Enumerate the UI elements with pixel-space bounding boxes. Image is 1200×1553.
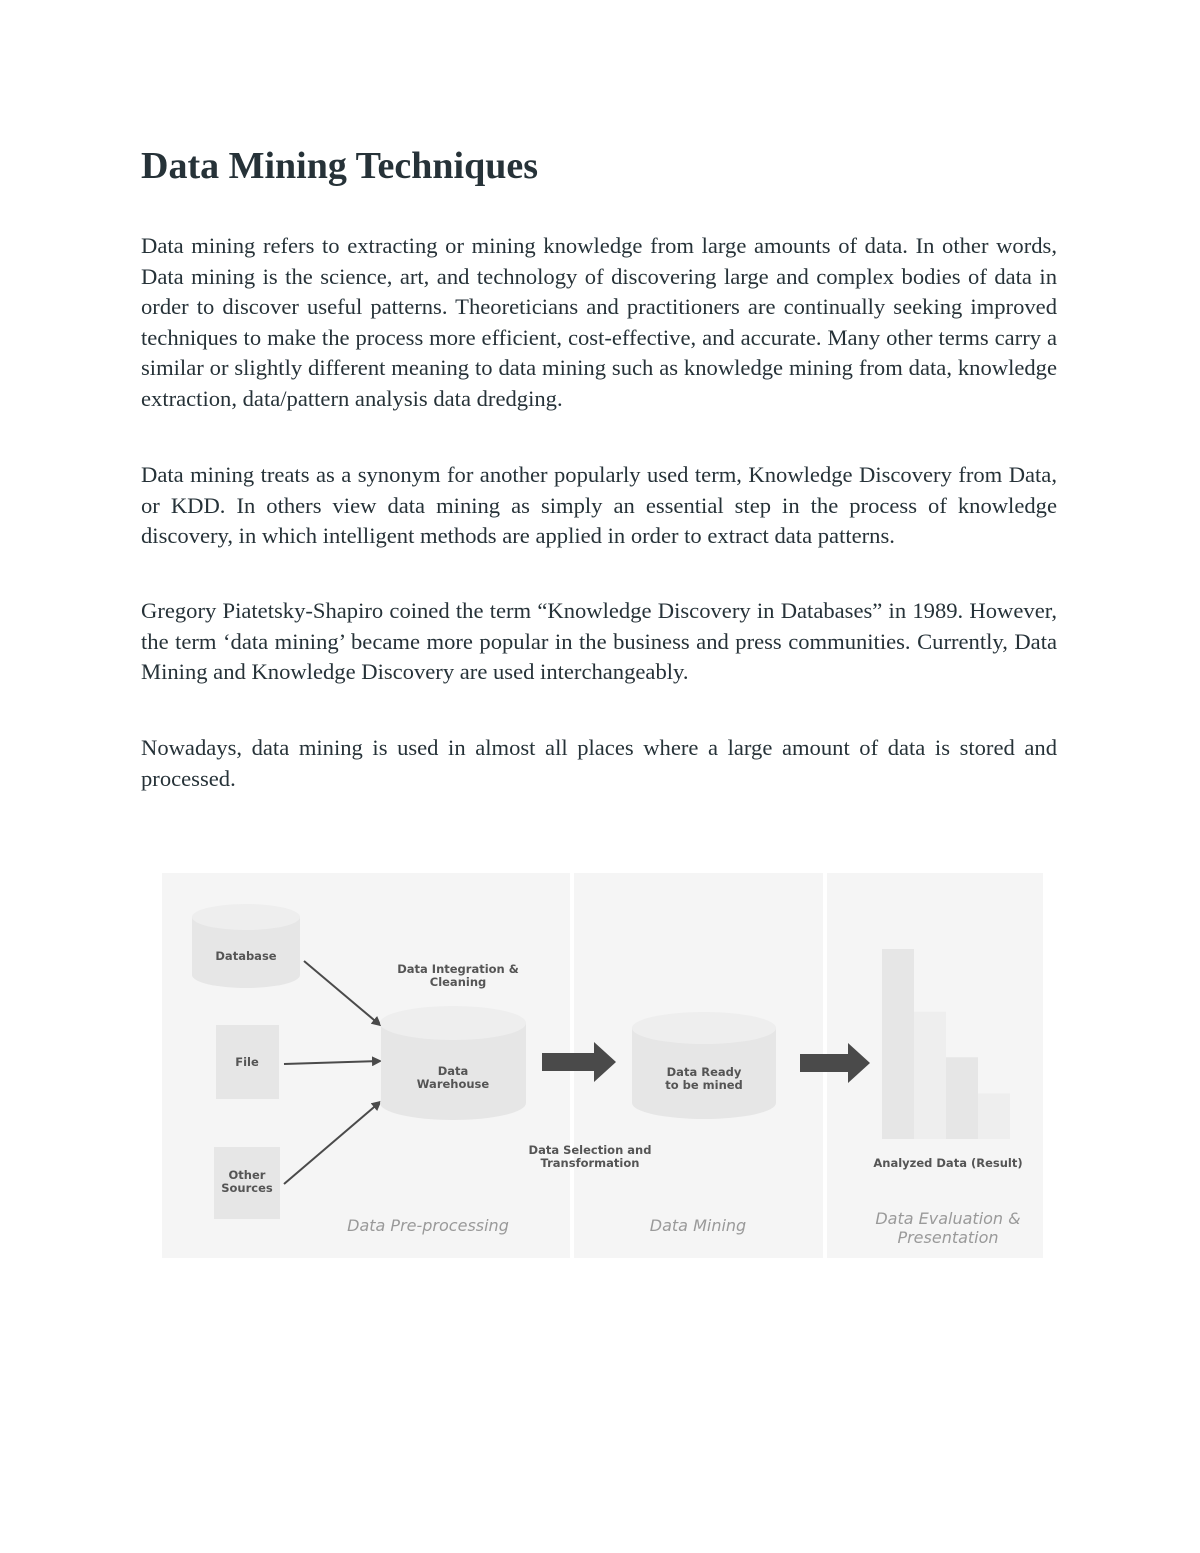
paragraph-history: Gregory Piatetsky-Shapiro coined the term “Knowledge Discovery in Databases” in 1989. However, the term ‘data mining’ became more popular in the business and press communities. Currently, Data Mining and Knowledge Discovery are used interchangeably. [141, 598, 1057, 685]
database-cylinder-icon [192, 904, 300, 988]
data-mining-process-diagram [162, 873, 1043, 1258]
other-sources-label-line2: Sources [221, 1181, 273, 1195]
ready-label-line2: to be mined [665, 1078, 743, 1092]
result-label: Analyzed Data (Result) [873, 1156, 1023, 1170]
section-label-preprocessing: Data Pre-processing [347, 1216, 509, 1235]
warehouse-label-line1: Data [437, 1064, 469, 1078]
paragraph-definition: Data mining refers to extracting or mining knowledge from large amounts of data. In other words, Data mining is the science, art, and technology of discovering large and complex bodies of data in order to discover useful patterns. Theoreticians and practitioners are continually seeking improved techniques to make the process more efficient, cost-effective, and accurate. Many other terms carry a similar or slightly different meaning to data mining such as knowledge mining from data, knowledge extraction, data/pattern analysis data dredging. [141, 233, 1057, 411]
result-bar-4 [978, 1093, 1010, 1139]
section-label-evaluation-line1: Data Evaluation & [875, 1209, 1021, 1228]
ready-label-line1: Data Ready [666, 1065, 742, 1079]
result-bar-1 [882, 949, 914, 1139]
other-sources-label-line1: Other [228, 1168, 266, 1182]
result-bar-3 [946, 1057, 978, 1139]
paragraph-kdd-synonym: Data mining treats as a synonym for another popularly used term, Knowledge Discovery from Data, or KDD. In others view data mining as simply an essential step in the process of knowledge discovery, in which intelligent methods are applied in order to extract data patterns. [141, 462, 1057, 549]
section-label-mining: Data Mining [649, 1216, 747, 1235]
section-label-evaluation-line2: Presentation [897, 1228, 999, 1247]
paragraph-usage: Nowadays, data mining is used in almost all places where a large amount of data is stored and processed. [141, 735, 1057, 791]
result-bar-2 [914, 1012, 946, 1139]
database-label: Database [215, 949, 277, 963]
page-title: Data Mining Techniques [141, 145, 538, 187]
integration-label-line2: Cleaning [429, 975, 487, 989]
selection-label-line2: Transformation [540, 1156, 640, 1170]
file-label: File [235, 1055, 259, 1069]
warehouse-label-line2: Warehouse [416, 1077, 490, 1091]
integration-label-line1: Data Integration & [397, 962, 519, 976]
data-warehouse-cylinder-icon [380, 1006, 526, 1120]
selection-label-line1: Data Selection and [528, 1143, 652, 1157]
